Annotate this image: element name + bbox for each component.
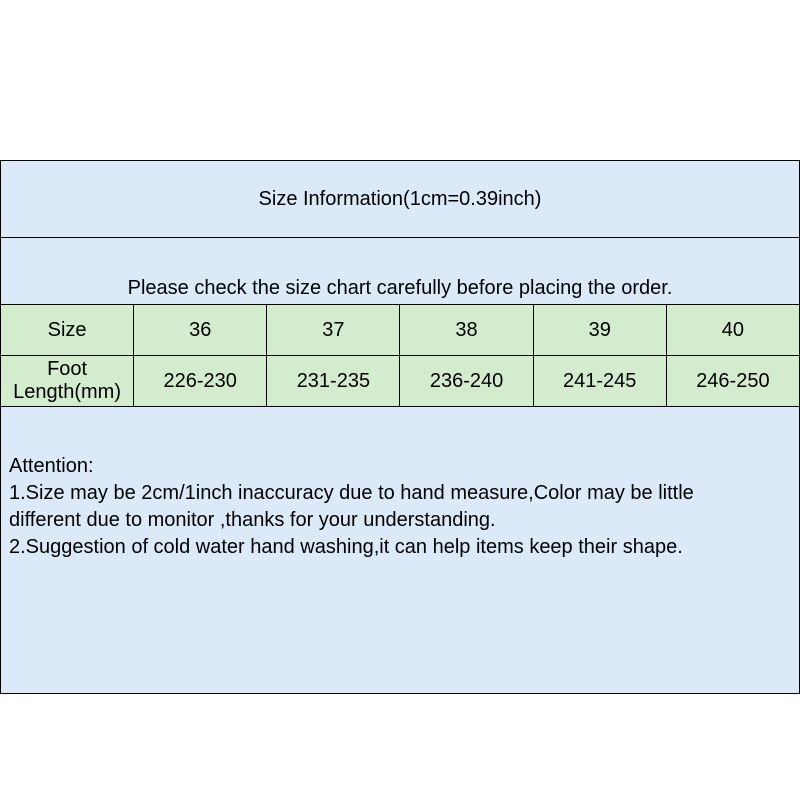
chart-subtitle: Please check the size chart carefully before placing the order. [1,238,800,305]
column-header-40: 40 [666,305,799,356]
table-row-subtitle [1,238,800,305]
attention-line-2: different due to monitor ,thanks for your understanding. [9,509,496,531]
attention-block [1,407,800,694]
size-information-table [0,160,800,694]
column-header-36: 36 [134,305,267,356]
table-row-header [1,305,800,356]
table-row-attention [1,407,800,694]
row-label-foot-length: Foot Length(mm) [1,356,134,407]
table-row-title [1,161,800,238]
attention-line-1: 1.Size may be 2cm/1inch inaccuracy due to hand measure,Color may be little [9,482,694,504]
column-header-37: 37 [267,305,400,356]
size-chart-container [0,160,800,694]
cell-foot-length-36: 226-230 [134,356,267,407]
column-header-38: 38 [400,305,533,356]
attention-line-3: 2.Suggestion of cold water hand washing,it can help items keep their shape. [9,536,683,558]
attention-heading: Attention: [9,455,94,477]
column-header-size: Size [1,305,134,356]
cell-foot-length-40: 246-250 [666,356,799,407]
cell-foot-length-37: 231-235 [267,356,400,407]
chart-title: Size Information(1cm=0.39inch) [1,161,800,238]
cell-foot-length-39: 241-245 [533,356,666,407]
cell-foot-length-38: 236-240 [400,356,533,407]
column-header-39: 39 [533,305,666,356]
table-row-foot-length [1,356,800,407]
